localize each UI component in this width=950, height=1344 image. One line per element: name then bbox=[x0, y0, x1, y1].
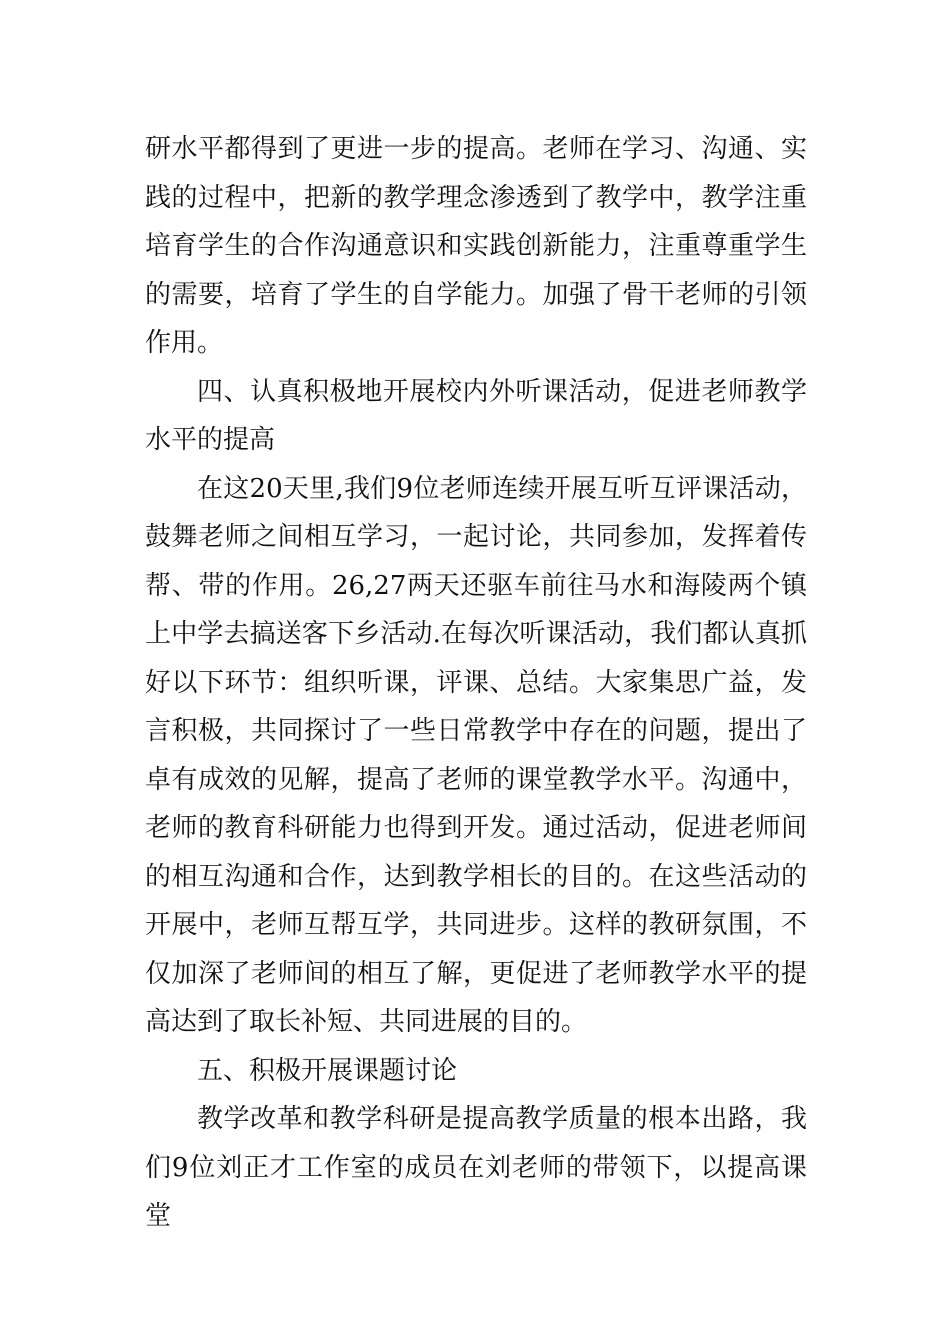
document-body bbox=[145, 125, 807, 1241]
section-heading-four: 四、认真积极地开展校内外听课活动，促进老师教学水平的提高 bbox=[145, 376, 807, 455]
paragraph-continuation: 研水平都得到了更进一步的提高。老师在学习、沟通、实践的过程中，把新的教学理念渗透到了教学中，教学注重培育学生的合作沟通意识和实践创新能力，注重尊重学生的需要，培育了学生的自学能力。加强了骨干老师的引领作用。 bbox=[145, 134, 807, 358]
paragraph-research: 教学改革和教学科研是提高教学质量的根本出路，我们9位刘正才工作室的成员在刘老师的带领下，以提高课堂 bbox=[145, 1104, 807, 1231]
section-heading-five: 五、积极开展课题讨论 bbox=[197, 1055, 458, 1086]
paragraph-listening-activities: 在这20天里,我们9位老师连续开展互听互评课活动，鼓舞老师之间相互学习，一起讨论，共同参加，发挥着传帮、带的作用。26,27两天还驱车前往马水和海陵两个镇上中学去搞送客下乡活动.在每次听课活动，我们都认真抓好以下环节：组织听课，评课、总结。大家集思广益，发言积极，共同探讨了一些日常教学中存在的问题，提出了卓有成效的见解，提高了老师的课堂教学水平。沟通中，老师的教育科研能力也得到开发。通过活动，促进老师间的相互沟通和合作，达到教学相长的目的。在这些活动的开展中，老师互帮互学，共同进步。这样的教研氛围，不仅加深了老师间的相互了解，更促进了老师教学水平的提高达到了取长补短、共同进展的目的。 bbox=[145, 473, 807, 1037]
